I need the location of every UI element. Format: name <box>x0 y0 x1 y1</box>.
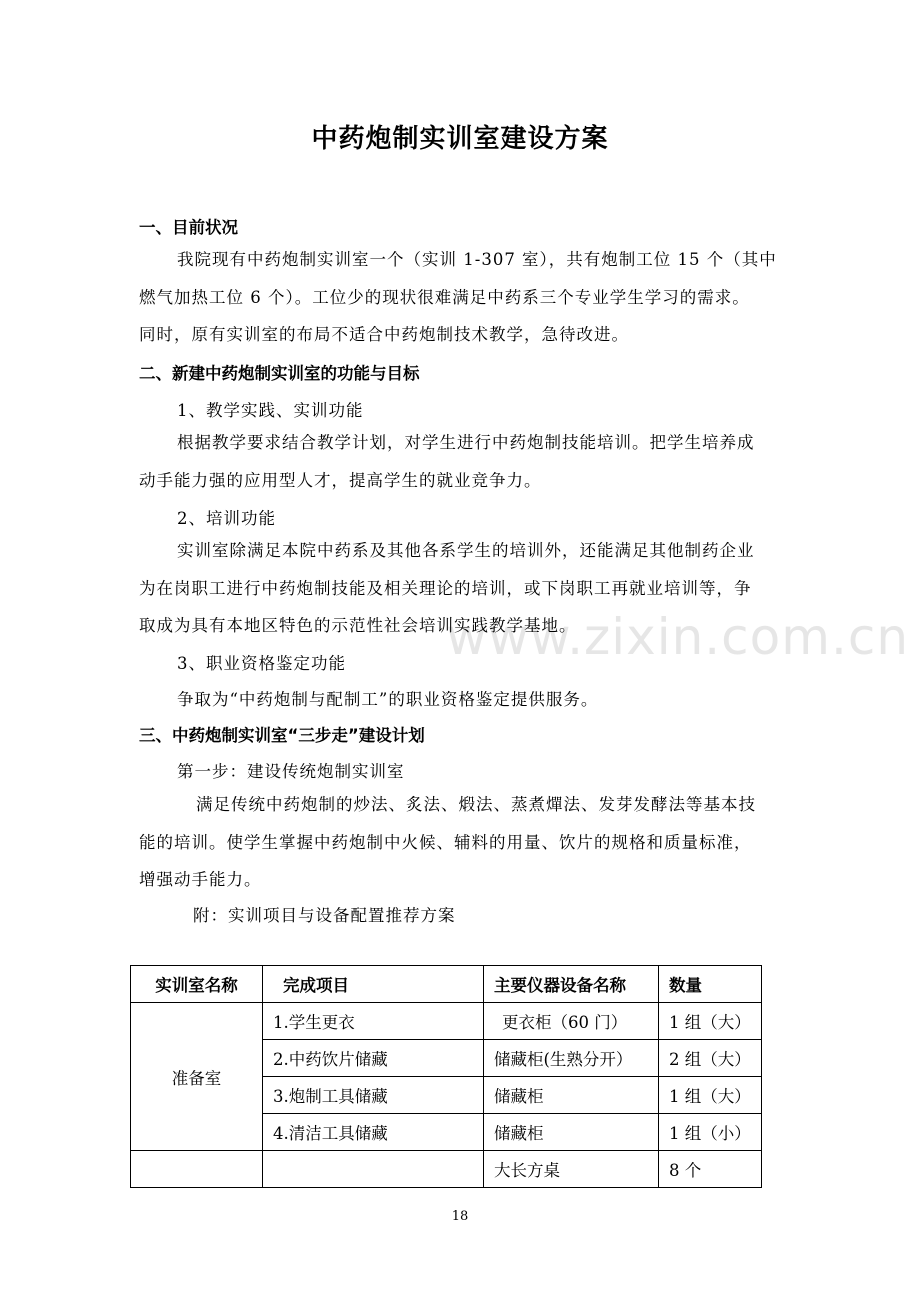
table-cell: 大长方桌 <box>484 1151 659 1188</box>
paragraph-line: 取成为具有本地区特色的示范性社会培训实践教学基地。 <box>139 616 577 635</box>
page-number: 18 <box>451 1209 469 1224</box>
paragraph-line: 实训室除满足本院中药系及其他各系学生的培训外，还能满足其他制药企业 <box>177 541 755 560</box>
section-heading-goals: 二、新建中药炮制实训室的功能与目标 <box>139 364 420 383</box>
column-header: 实训室名称 <box>131 966 263 1003</box>
table-cell: 储藏柜 <box>484 1077 659 1114</box>
table-cell: 8 个 <box>659 1151 762 1188</box>
table-cell: 3.炮制工具储藏 <box>263 1077 484 1114</box>
page-title: 中药炮制实训室建设方案 <box>311 124 609 154</box>
subheading-step-one: 第一步：建设传统炮制实训室 <box>177 762 405 781</box>
paragraph-line: 为在岗职工进行中药炮制技能及相关理论的培训，或下岗职工再就业培训等，争 <box>139 578 752 598</box>
paragraph-step-one <box>139 786 784 899</box>
column-header: 主要仪器设备名称 <box>484 966 659 1003</box>
table-row <box>131 1151 762 1188</box>
table-cell: 1.学生更衣 <box>263 1003 484 1040</box>
paragraph-line: 增强动手能力。 <box>139 870 262 889</box>
paragraph-teaching <box>139 424 784 499</box>
paragraph-certification: 争取为“中药炮制与配制工”的职业资格鉴定提供服务。 <box>177 690 599 709</box>
table-cell: 更衣柜（60 门） <box>484 1003 659 1040</box>
table-cell: 2 组（大） <box>659 1040 762 1077</box>
table-cell <box>263 1151 484 1188</box>
watermark: www.zixin.com.cn <box>446 608 910 666</box>
table-cell-room: 准备室 <box>131 1003 263 1151</box>
table-cell: 1 组（小） <box>659 1114 762 1151</box>
table-row <box>131 1003 762 1040</box>
paragraph-line: 我院现有中药炮制实训室一个（实训 1-307 室），共有炮制工位 15 个（其中 <box>177 250 777 269</box>
section-heading-status: 一、目前状况 <box>139 218 238 237</box>
column-header: 数量 <box>659 966 762 1003</box>
paragraph-line: 同时，原有实训室的布局不适合中药炮制技术教学，急待改进。 <box>139 325 629 344</box>
subheading-training: 2、培训功能 <box>177 509 276 528</box>
paragraph-training <box>139 532 784 645</box>
paragraph-line: 根据教学要求结合教学计划，对学生进行中药炮制技能培训。把学生培养成 <box>177 433 755 452</box>
paragraph-line: 满足传统中药炮制的炒法、炙法、煅法、蒸煮燀法、发芽发酵法等基本技 <box>196 795 756 814</box>
table-cell: 2.中药饮片储藏 <box>263 1040 484 1077</box>
paragraph-line: 能的培训。使学生掌握中药炮制中火候、辅料的用量、饮片的规格和质量标准， <box>139 832 752 852</box>
table-cell: 1 组（大） <box>659 1077 762 1114</box>
section-heading-plan: 三、中药炮制实训室“三步走”建设计划 <box>139 726 425 745</box>
appendix-note: 附：实训项目与设备配置推荐方案 <box>193 906 456 925</box>
subheading-teaching: 1、教学实践、实训功能 <box>177 401 364 420</box>
column-header: 完成项目 <box>263 966 484 1003</box>
equipment-table <box>130 965 762 1188</box>
table-header-row <box>131 966 762 1003</box>
table-cell: 储藏柜 <box>484 1114 659 1151</box>
table-cell: 4.清洁工具储藏 <box>263 1114 484 1151</box>
paragraph-status <box>139 241 784 354</box>
paragraph-line: 燃气加热工位 6 个）。工位少的现状很难满足中药系三个专业学生学习的需求。 <box>139 287 750 307</box>
table-cell: 1 组（大） <box>659 1003 762 1040</box>
paragraph-line: 动手能力强的应用型人才，提高学生的就业竞争力。 <box>139 470 542 490</box>
table-cell: 储藏柜(生熟分开） <box>484 1040 659 1077</box>
table-cell <box>131 1151 263 1188</box>
subheading-certification: 3、职业资格鉴定功能 <box>177 654 346 673</box>
